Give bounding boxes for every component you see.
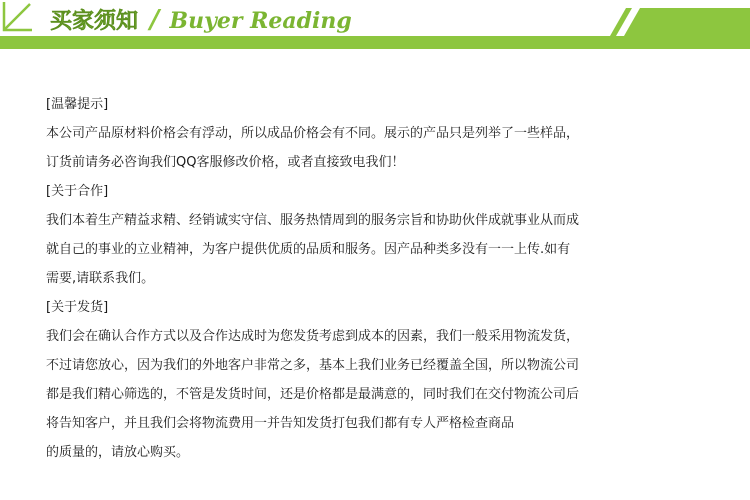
title-separator: / [150, 5, 160, 35]
section-heading-tips: [温馨提示] [46, 97, 109, 112]
text-line: 将告知客户，并且我们会将物流费用一并告知发货打包我们都有专人严格检查商品 [46, 416, 515, 431]
title-chinese: 买家须知 [50, 9, 139, 34]
text-line: 不过请您放心，因为我们的外地客户非常之多，基本上我们业务已经覆盖全国，所以物流公司 [46, 358, 580, 373]
section-heading-shipping: [关于发货] [46, 300, 109, 315]
header [0, 0, 750, 52]
text-line: 我们会在确认合作方式以及合作达成时为您发货考虑到成本的因素，我们一般采用物流发货， [46, 329, 580, 344]
header-bar [0, 36, 750, 49]
text-line: 需要,请联系我们。 [46, 271, 155, 286]
corner-arrow-icon [0, 0, 38, 38]
title-english: Buyer Reading [169, 8, 352, 34]
section-heading-cooperation: [关于合作] [46, 184, 109, 199]
notice-content [46, 90, 726, 467]
text-line: 的质量的，请放心购买。 [46, 445, 190, 460]
text-line: 都是我们精心筛选的，不管是发货时间，还是价格都是最满意的，同时我们在交付物流公司后 [46, 387, 580, 402]
header-stripes-decoration [602, 8, 750, 36]
text-line: 就自己的事业的立业精神，为客户提供优质的品质和服务。因产品种类多没有一一上传.如有 [46, 242, 571, 257]
text-line: 本公司产品原材料价格会有浮动，所以成品价格会有不同。展示的产品只是列举了一些样品， [46, 126, 580, 141]
text-line: 我们本着生产精益求精、经销诚实守信、服务热情周到的服务宗旨和协助伙伴成就事业从而成 [46, 213, 580, 228]
page-title [50, 4, 352, 36]
text-line: 订货前请务必咨询我们QQ客服修改价格，或者直接致电我们！ [46, 155, 405, 170]
